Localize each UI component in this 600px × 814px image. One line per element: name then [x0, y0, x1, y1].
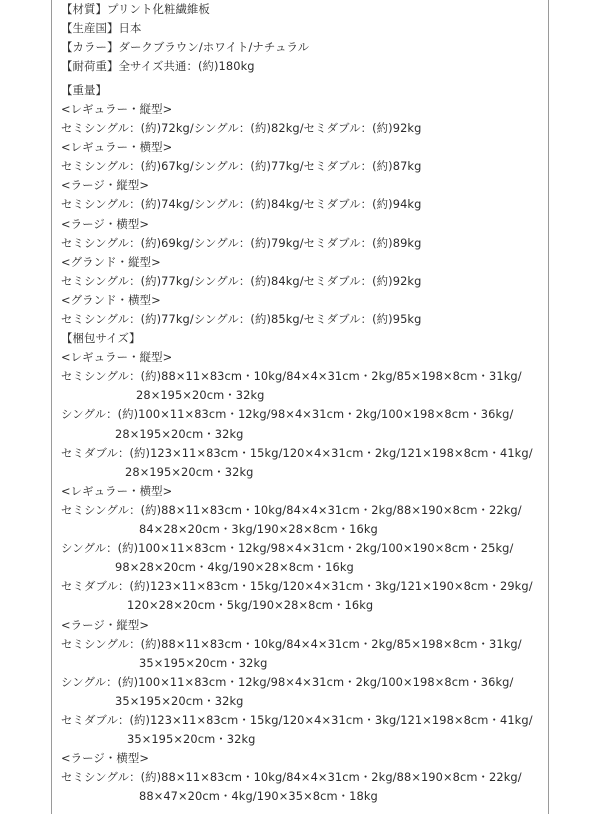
weight-group-label: <レギュラー・縦型> [61, 101, 173, 116]
weight-heading: 【重量】 [61, 82, 107, 97]
package-heading: 【梱包サイズ】 [61, 331, 141, 346]
package-entry-line: セミシングル：(約)88×11×83cm・10kg/84×4×31cm・2kg/88×190×8cm・22kg/ [61, 770, 522, 785]
package-entry-line: セミダブル：(約)123×11×83cm・15kg/120×4×31cm・3kg/121×190×8cm・29kg/ [61, 579, 533, 594]
spec-load: 【耐荷重】全サイズ共通：(約)180kg [61, 59, 255, 74]
package-entry-continuation: 88×47×20cm・4kg/190×35×8cm・18kg [139, 789, 378, 804]
package-entry-line: シングル：(約)100×11×83cm・12kg/98×4×31cm・2kg/100×190×8cm・25kg/ [61, 541, 514, 556]
weight-group-values: セミシングル：(約)72kg/シングル：(約)82kg/セミダブル：(約)92kg [61, 121, 422, 136]
package-group-label: <レギュラー・縦型> [61, 350, 173, 365]
package-entry-line: セミダブル：(約)123×11×83cm・15kg/120×4×31cm・2kg/121×198×8cm・41kg/ [61, 445, 533, 460]
weight-group-label: <ラージ・縦型> [61, 178, 150, 193]
package-entry-line: シングル：(約)100×11×83cm・12kg/98×4×31cm・2kg/100×198×8cm・36kg/ [61, 407, 514, 422]
spec-color: 【カラー】ダークブラウン/ホワイト/ナチュラル [61, 40, 310, 55]
weight-group-label: <ラージ・横型> [61, 216, 150, 231]
package-group-label: <ラージ・横型> [61, 751, 150, 766]
package-entry-line: セミシングル：(約)88×11×83cm・10kg/84×4×31cm・2kg/85×198×8cm・31kg/ [61, 636, 522, 651]
package-entry-line: シングル：(約)100×11×83cm・12kg/98×4×31cm・2kg/100×198×8cm・36kg/ [61, 674, 514, 689]
package-entry-line: セミシングル：(約)88×11×83cm・10kg/84×4×31cm・2kg/85×198×8cm・31kg/ [61, 369, 522, 384]
package-entry-continuation: 120×28×20cm・5kg/190×28×8cm・16kg [127, 598, 374, 613]
package-group-label: <ラージ・縦型> [61, 617, 150, 632]
spec-material: 【材質】プリント化粧繊維板 [61, 2, 210, 16]
package-entry-continuation: 98×28×20cm・4kg/190×28×8cm・16kg [115, 560, 354, 575]
weight-group-values: セミシングル：(約)77kg/シングル：(約)85kg/セミダブル：(約)95kg [61, 312, 422, 326]
weight-group-label: <グランド・縦型> [61, 254, 161, 269]
product-spec-list [61, 0, 541, 806]
package-entry-continuation: 28×195×20cm・32kg [136, 388, 265, 403]
weight-group-values: セミシングル：(約)69kg/シングル：(約)79kg/セミダブル：(約)89kg [61, 235, 422, 250]
package-entry-continuation: 28×195×20cm・32kg [115, 426, 244, 441]
package-entry-continuation: 35×195×20cm・32kg [127, 732, 256, 747]
package-group-label: <レギュラー・横型> [61, 483, 173, 498]
weight-group-values: セミシングル：(約)67kg/シングル：(約)77kg/セミダブル：(約)87kg [61, 159, 422, 174]
weight-group-label: <レギュラー・横型> [61, 140, 173, 155]
weight-group-label: <グランド・横型> [61, 292, 161, 307]
weight-group-values: セミシングル：(約)74kg/シングル：(約)84kg/セミダブル：(約)94kg [61, 197, 422, 212]
package-entry-continuation: 35×195×20cm・32kg [115, 693, 244, 708]
weight-group-values: セミシングル：(約)77kg/シングル：(約)84kg/セミダブル：(約)92kg [61, 273, 422, 288]
package-entry-line: セミシングル：(約)88×11×83cm・10kg/84×4×31cm・2kg/88×190×8cm・22kg/ [61, 502, 522, 517]
package-entry-continuation: 28×195×20cm・32kg [125, 464, 254, 479]
spec-origin: 【生産国】日本 [61, 21, 142, 36]
package-entry-continuation: 35×195×20cm・32kg [139, 655, 268, 670]
package-entry-line: セミダブル：(約)123×11×83cm・15kg/120×4×31cm・3kg/121×198×8cm・41kg/ [61, 712, 533, 727]
package-entry-continuation: 84×28×20cm・3kg/190×28×8cm・16kg [139, 522, 378, 537]
